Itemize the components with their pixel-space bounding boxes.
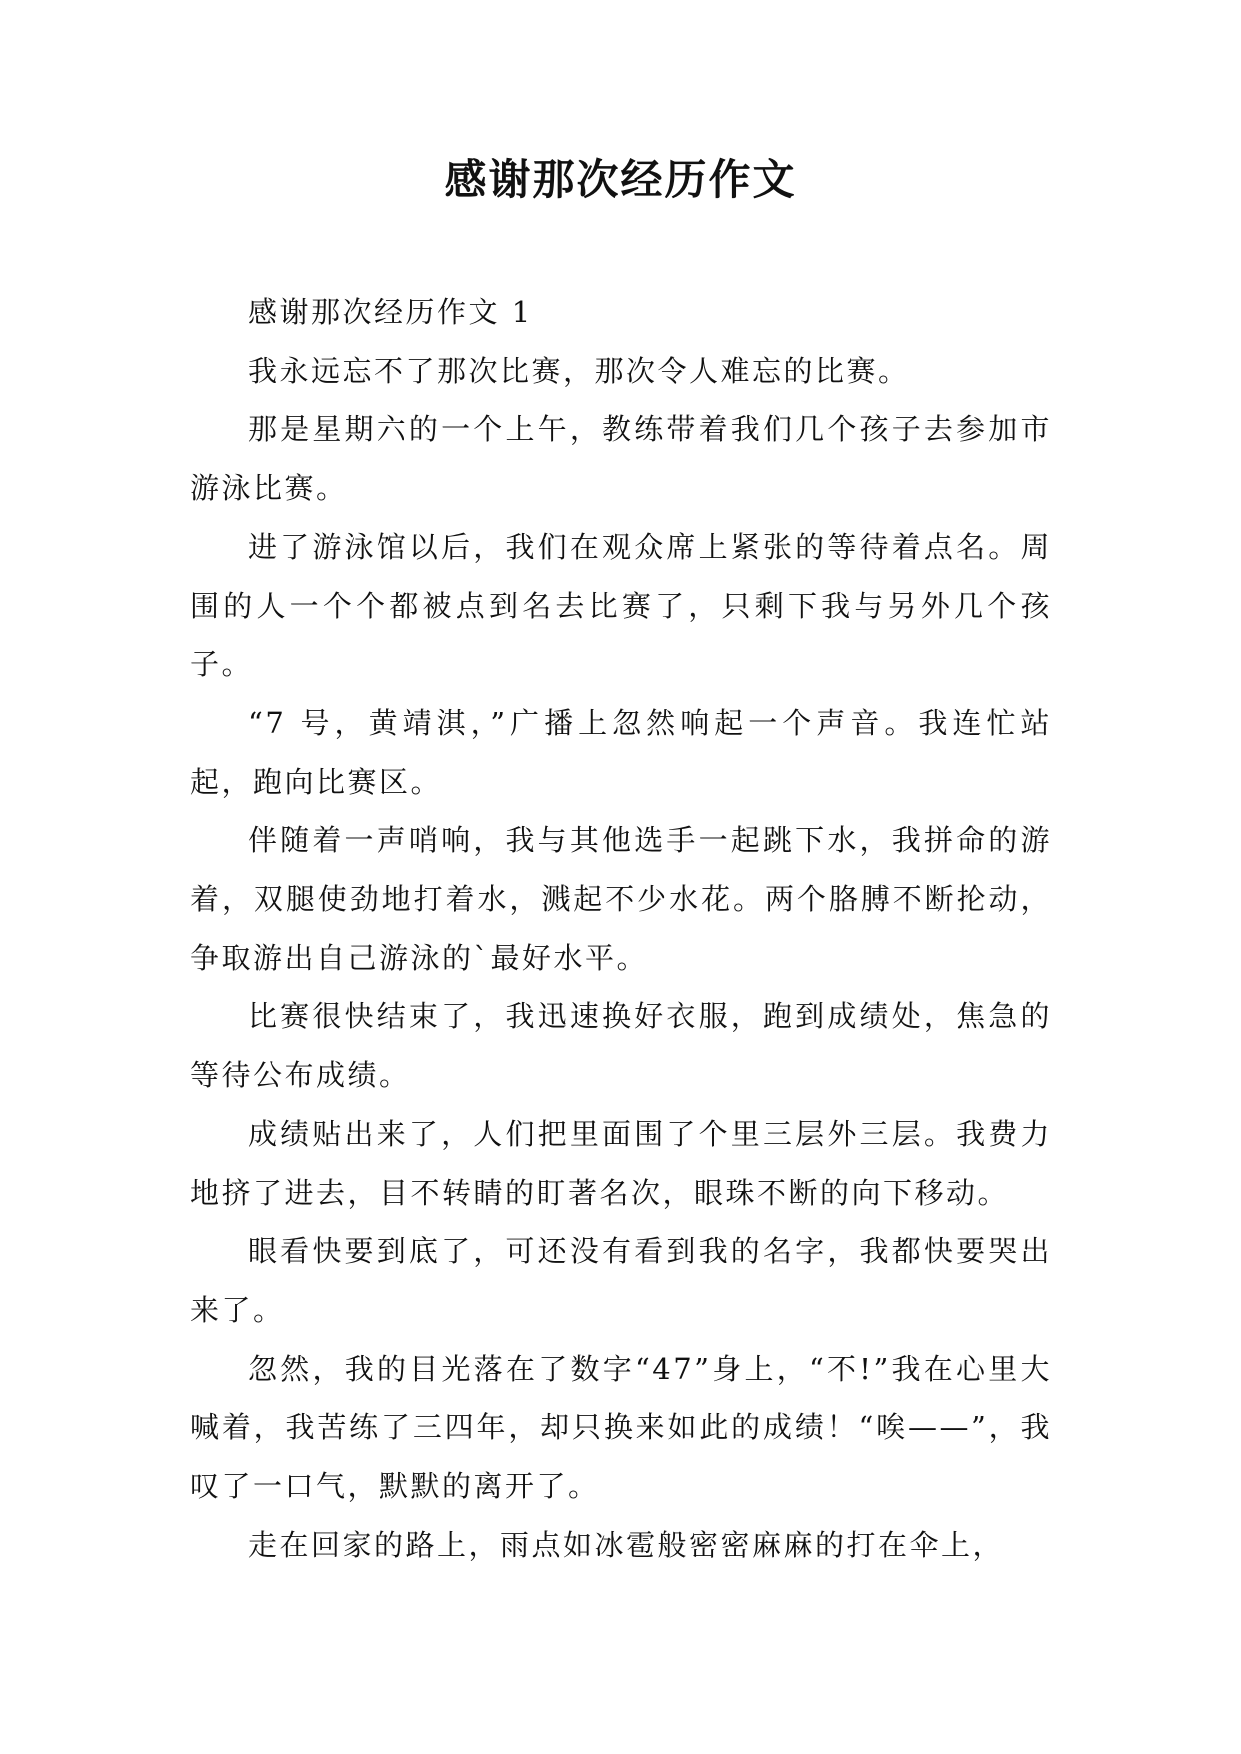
paragraph-9: 眼看快要到底了，可还没有看到我的名字，我都快要哭出来了。 xyxy=(190,1234,1052,1327)
document-title: 感谢那次经历作文 xyxy=(444,155,797,204)
paragraph-7: 比赛很快结束了，我迅速换好衣服，跑到成绩处，焦急的等待公布成绩。 xyxy=(190,999,1052,1093)
paragraph-8: 成绩贴出来了，人们把里面围了个里三层外三层。我费力地挤了进去，目不转睛的盯著名次，眼珠不断的向下移动。 xyxy=(190,1116,1052,1210)
paragraph-10: 忽然，我的目光落在了数字“47”身上，“不!”我在心里大喊着，我苦练了三四年，却只换来如此的成绩！“唉——”，我叹了一口气，默默的离开了。 xyxy=(190,1351,1052,1504)
paragraph-1: 感谢那次经历作文 1 xyxy=(248,295,533,329)
paragraph-11: 走在回家的路上，雨点如冰雹般密密麻麻的打在伞上， xyxy=(248,1527,1005,1562)
document-body xyxy=(190,283,1052,1574)
paragraph-4: 进了游泳馆以后，我们在观众席上紧张的等待着点名。周围的人一个个都被点到名去比赛了，只剩下我与另外几个孩子。 xyxy=(190,529,1052,682)
paragraph-3: 那是星期六的一个上午，教练带着我们几个孩子去参加市游泳比赛。 xyxy=(190,412,1052,506)
paragraph-5: “7 号，黄靖淇，”广播上忽然响起一个声音。我连忙站起，跑向比赛区。 xyxy=(190,705,1052,799)
paragraph-2: 我永远忘不了那次比赛，那次令人难忘的比赛。 xyxy=(248,353,910,388)
paragraph-6: 伴随着一声哨响，我与其他选手一起跳下水，我拼命的游着，双腿使劲地打着水，溅起不少水花。两个胳膊不断抡动，争取游出自己游泳的`最好水平。 xyxy=(190,823,1052,975)
